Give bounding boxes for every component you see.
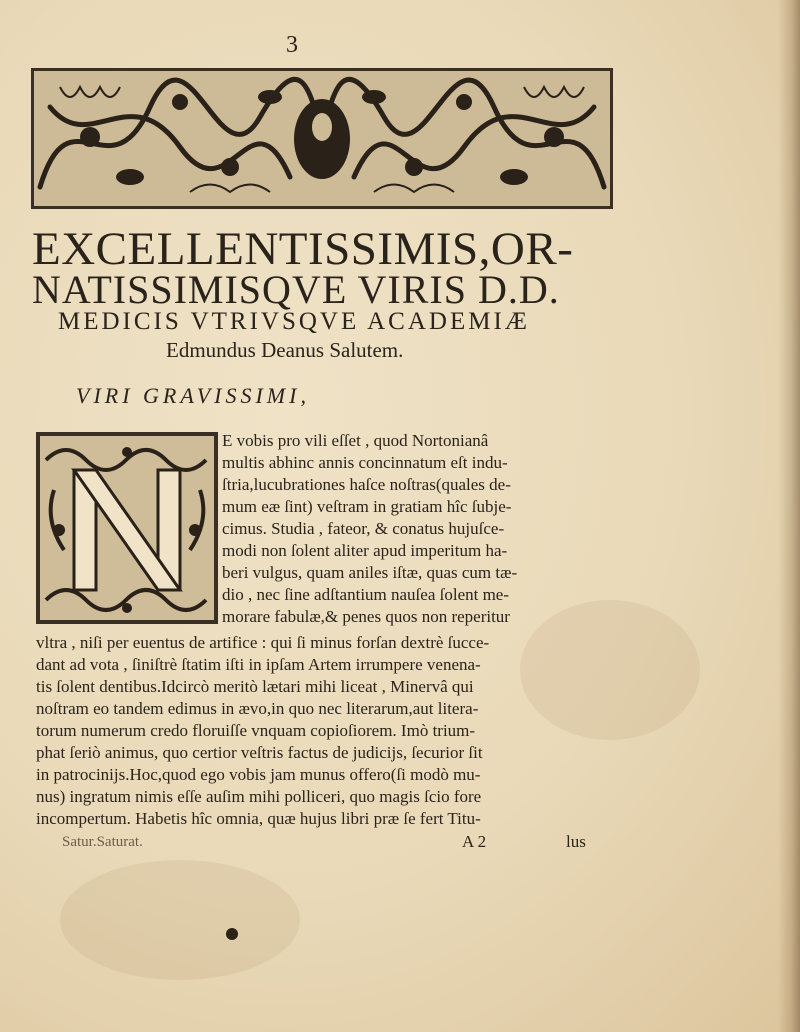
title-line-1: EXCELLENTISSIMIS,OR- xyxy=(32,223,574,275)
body-line: E vobis pro vili eſſet , quod Nortonianâ xyxy=(222,431,489,450)
page-edge-shadow xyxy=(778,0,800,1032)
body-line: nus) ingratum nimis eſſe auſim mihi polliceri, quo magis ſcio fore xyxy=(36,787,482,806)
body-line: noſtram eo tandem edimus in ævo,in quo nec literarum,aut litera- xyxy=(36,699,479,718)
salutation: VIRI GRAVISSIMI, xyxy=(76,383,310,408)
title-line-4: Edmundus Deanus Salutem. xyxy=(166,338,404,362)
body-line: incompertum. Habetis hîc omnia, quæ hujus libri præ ſe fert Titu- xyxy=(36,809,481,828)
title-line-2: NATISSIMISQVE VIRIS D.D. xyxy=(32,267,560,312)
body-line: tis ſolent dentibus.Idcircò meritò lætari mihi liceat , Minervâ qui xyxy=(36,677,474,696)
body-line: in patrocinijs.Hoc,quod ego vobis jam munus offero(ſi modò mu- xyxy=(36,765,481,784)
body-line: cimus. Studia , fateor, & conatus hujuſce- xyxy=(222,519,505,538)
body-line: phat ſeriò animus, quo certior veſtris factus de judicijs, ſecurior ſit xyxy=(36,743,483,762)
body-line: torum numerum credo floruiſſe vnquam copioſiorem. Imò trium- xyxy=(36,721,476,740)
marginal-note: Satur.Saturat. xyxy=(62,834,143,850)
title-line-3: MEDICIS VTRIVSQVE ACADEMIÆ xyxy=(58,308,531,335)
decorated-initial-n xyxy=(34,430,220,626)
body-line: beri vulgus, quam aniles iſtæ, quas cum tæ- xyxy=(222,563,518,582)
body-line: ſtria,lucubrationes haſce noſtras(quales de- xyxy=(222,475,511,494)
ink-dot-mark xyxy=(226,928,238,940)
page-number: 3 xyxy=(286,32,298,58)
body-line: multis abhinc annis concinnatum eſt indu- xyxy=(222,453,508,472)
body-line: morare fabulæ,& penes quos non reperitur xyxy=(222,607,510,626)
catchword: lus xyxy=(566,832,586,851)
body-line: vltra , niſi per euentus de artifice : qui ſi minus forſan dextrè ſucce- xyxy=(36,633,490,652)
body-line: dant ad vota , ſiniſtrè ſtatim iſti in ipſam Artem irrumpere venena- xyxy=(36,655,481,674)
body-line: modi non ſolent aliter apud imperitum ha- xyxy=(222,541,508,560)
body-line: mum eæ ſint) veſtram in gratiam hîc ſubje- xyxy=(222,497,512,516)
signature-mark: A 2 xyxy=(462,832,487,851)
paper-stain xyxy=(520,600,700,740)
ornamental-headpiece xyxy=(30,67,614,210)
paper-stain xyxy=(60,860,300,980)
body-line: dio , nec ſine adſtantium nauſea ſolent me- xyxy=(222,585,510,604)
